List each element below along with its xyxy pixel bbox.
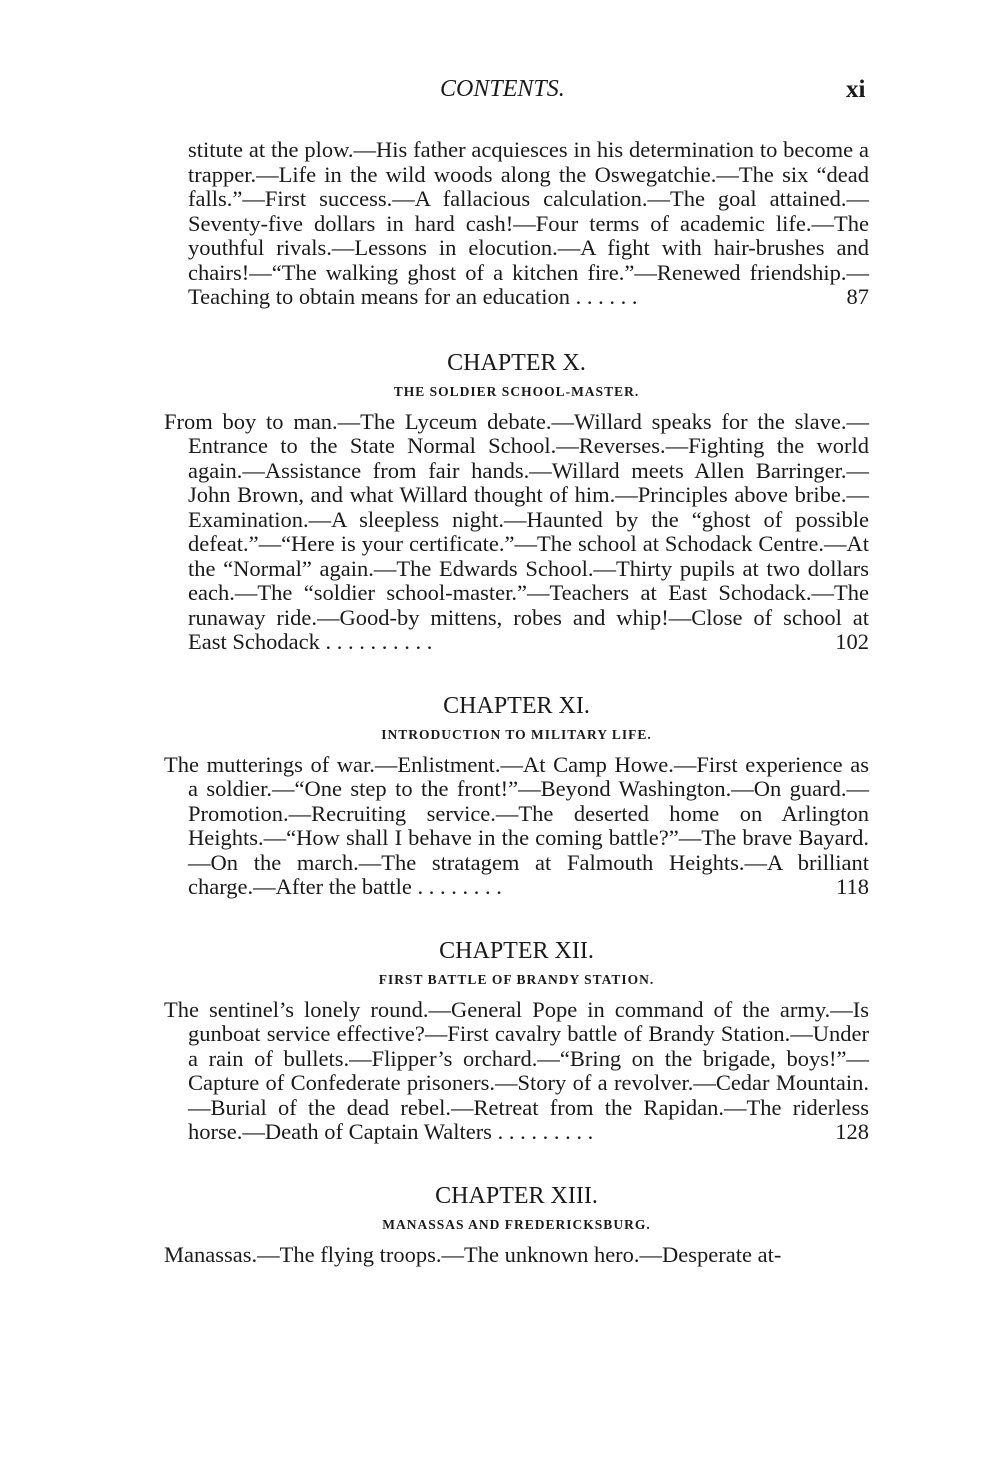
chapter-subtitle: MANASSAS AND FREDERICKSBURG. xyxy=(382,1216,651,1232)
chapter-page-ref: 118 xyxy=(836,874,869,899)
chapter-summary-text: The sentinel’s lonely round.—General Pope in command of the army.—Is gunboat service effective?—First cavalry battle of Brandy Station.—Under a rain of bullets.—Flipper’s orchard.—“Bring on the brigade, boys!”—Capture of Confederate prisoners.—Story of a revolver.—Cedar Mountain.—Burial of the dead rebel.—Retreat from the Rapidan.—The riderless horse.—Death of Captain Walters xyxy=(164,996,869,1144)
chapter-summary xyxy=(164,998,869,1145)
chapter-heading: CHAPTER XII. xyxy=(439,937,594,964)
chapter-summary xyxy=(164,410,869,655)
chapter-summary xyxy=(164,753,869,900)
continuation-text: stitute at the plow.—His father acquiesces in his determination to become a trapper.—Life in the wild woods along the Oswegatchie.—The six “dead falls.”—First success.—A fallacious calculation.—The goal attained.—Seventy-five dollars in hard cash!—Four terms of academic life.—The youthful rivals.—Lessons in elocution.—A fight with hair-brushes and chairs!—“The walking ghost of a kitchen fire.”—Renewed friendship.—Teaching to obtain means for an education xyxy=(188,137,869,309)
continuation-entry xyxy=(164,138,869,310)
chapter-subtitle: THE SOLDIER SCHOOL-MASTER. xyxy=(393,383,640,399)
chapter-page-ref: 128 xyxy=(835,1119,869,1144)
contents-body xyxy=(164,138,869,1267)
chapter-heading: CHAPTER X. xyxy=(447,349,586,376)
chapter-heading: CHAPTER XIII. xyxy=(435,1182,598,1209)
page-header xyxy=(0,76,1000,108)
dot-leader: . . . . . . xyxy=(575,284,638,309)
dot-leader: . . . . . . . . xyxy=(417,874,502,899)
running-title: CONTENTS. xyxy=(440,76,565,102)
chapter-summary-text: From boy to man.—The Lyceum debate.—Willard speaks for the slave.—Entrance to the State Normal School.—Reverses.—Fighting the world again.—Assistance from fair hands.—Willard meets Allen Barringer.—John Brown, and what Willard thought of him.—Principles above bribe.—Examination.—A sleepless night.—Haunted by the “ghost of possible defeat.”—“Here is your certificate.”—The school at Schodack Centre.—At the “Normal” again.—The Edwards School.—Thirty pupils at two dollars each.—The “soldier school-master.”—Teachers at East Schodack.—The runaway ride.—Good-by mittens, robes and whip!—Close of school at East Schodack xyxy=(164,408,869,654)
chapter-summary-text: Manassas.—The flying troops.—The unknown hero.—Desperate at- xyxy=(164,1241,782,1267)
continuation-page-ref: 87 xyxy=(846,284,869,309)
chapter-subtitle: FIRST BATTLE OF BRANDY STATION. xyxy=(378,971,655,987)
chapter-page-ref: 102 xyxy=(835,629,869,654)
chapter-subtitle: INTRODUCTION TO MILITARY LIFE. xyxy=(381,726,652,742)
chapter-summary xyxy=(164,1243,869,1268)
chapter-summary-text: The mutterings of war.—Enlistment.—At Camp Howe.—First experience as a soldier.—“One step to the front!”—Beyond Washington.—On guard.—Promotion.—Recruiting service.—The deserted home on Arlington Heights.—“How shall I behave in the coming battle?”—The brave Bayard.—On the march.—The stratagem at Falmouth Heights.—A brilliant charge.—After the battle xyxy=(164,751,869,899)
page-number: xi xyxy=(846,76,866,103)
dot-leader: . . . . . . . . . xyxy=(497,1119,594,1144)
chapter-heading: CHAPTER XI. xyxy=(443,692,590,719)
dot-leader: . . . . . . . . . . xyxy=(325,629,433,654)
